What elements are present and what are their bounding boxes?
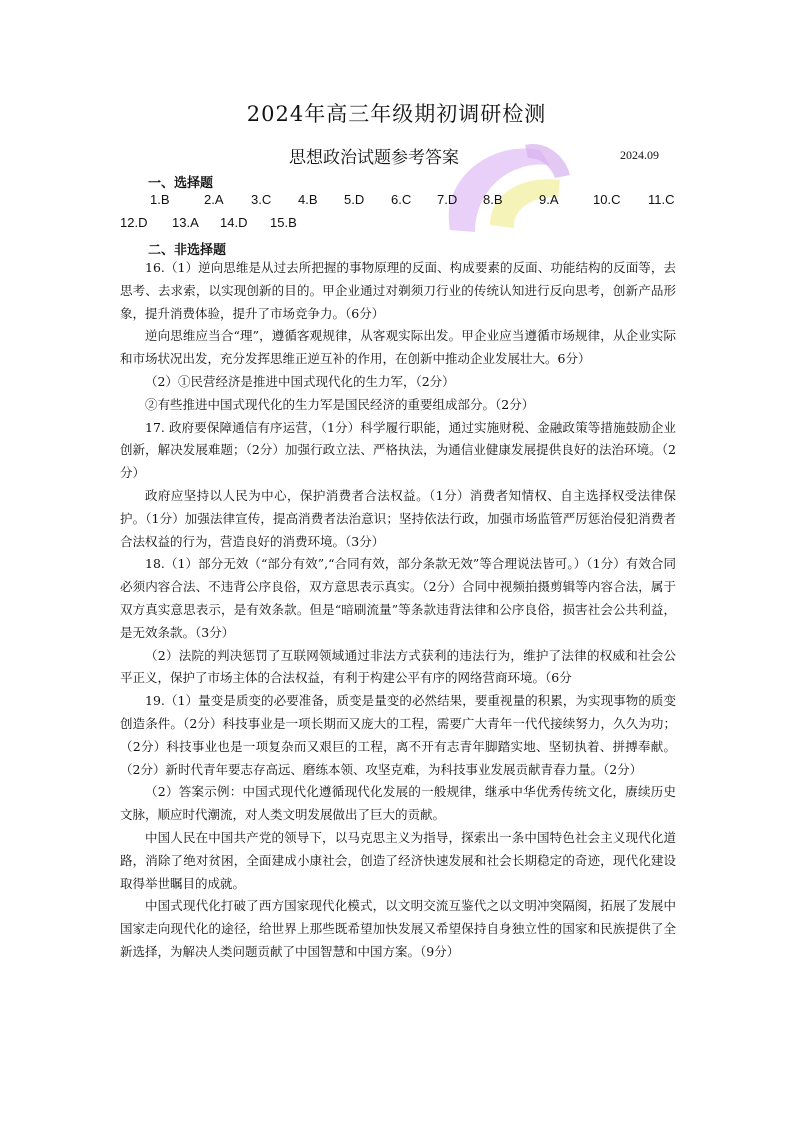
answer-row-1 [120, 192, 680, 212]
answer-item: 6.C [391, 192, 412, 207]
answer-item: 15.B [270, 215, 297, 230]
answer-item: 1.B [150, 192, 170, 207]
answer-paragraph: 中国人民在中国共产党的领导下，以马克思主义为指导，探索出一条中国特色社会主义现代化道路，消除了绝对贫困，全面建成小康社会，创造了经济快速发展和社会长期稳定的奇迹，现代化建设取得举世瞩目的成就。 [120, 829, 676, 891]
answer-item: 13.A [172, 215, 199, 230]
answer-paragraph: （2）①民营经济是推进中国式现代化的生力军，（2分） [145, 373, 455, 389]
answer-paragraph: 19.（1）量变是质变的必要准备，质变是量变的必然结果，要重视量的积累，为实现事物的质变创造条件。（2分）科技事业是一项长期而又庞大的工程，需要广大青年一代代接续努力，久久为功；（2分）科技事业也是一项复杂而又艰巨的工程，离不开有志青年脚踏实地、坚韧执着、拼搏奉献。（2分）新时代青年要志存高远、磨练本领、攻坚克难，为科技事业发展贡献青春力量。（2分） [120, 693, 676, 777]
section-heading-nonchoice: 二、非选择题 [148, 243, 227, 258]
page-subtitle: 思想政治试题参考答案 [289, 148, 459, 168]
answer-item: 11.C [648, 192, 675, 207]
section-heading-choice: 一、选择题 [148, 176, 214, 191]
answer-item: 2.A [204, 192, 224, 207]
answer-paragraph: ②有些推进中国式现代化的生力军是国民经济的重要组成部分。（2分） [145, 396, 535, 412]
answer-item: 10.C [593, 192, 621, 207]
answer-item: 4.B [298, 192, 318, 207]
answer-paragraph: 17. 政府要保障通信有序运营，（1分）科学履行职能，通过实施财税、金融政策等措施鼓励企业创新，解决发展难题；（2分）加强行政立法、严格执法，为通信业健康发展提供良好的法治环境。（2分） [120, 419, 676, 481]
answer-body [120, 257, 676, 964]
answer-item: 3.C [251, 192, 272, 207]
answer-row-2 [120, 215, 680, 235]
answer-paragraph: 18.（1）部分无效（“部分有效”,“合同有效，部分条款无效”等合理说法皆可。）（1分）有效合同必须内容合法、不违背公序良俗，双方意思表示真实。（2分）合同中视频拍摄剪辑等内容合法，属于双方真实意思表示，是有效条款。但是“暗刷流量”等条款违背法律和公序良俗，损害社会公共利益，是无效条款。（3分） [120, 556, 676, 640]
answer-paragraph: 逆向思维应当合“理”，遵循客观规律，从客观实际出发。甲企业应当遵循市场规律，从企业实际和市场状况出发，充分发挥思维正逆互补的作用，在创新中推动企业发展壮大。6分） [120, 328, 676, 367]
exam-date: 2024.09 [620, 148, 659, 162]
answer-paragraph: （2）法院的判决惩罚了互联网领域通过非法方式获利的违法行为，维护了法律的权威和社会公平正义，保护了市场主体的合法权益，有利于构建公平有序的网络营商环境。（6分 [120, 647, 676, 686]
answer-item: 9.A [539, 192, 559, 207]
page-title: 2024年高三年级期初调研检测 [246, 102, 547, 126]
answer-paragraph: 16.（1）逆向思维是从过去所把握的事物原理的反面、构成要素的反面、功能结构的反面等，去思考、去求索，以实现创新的目的。甲企业通过对剃须刀行业的传统认知进行反向思考，创新产品形象，提升消费体验，提升了市场竞争力。（6分） [120, 260, 676, 321]
answer-paragraph: 政府应坚持以人民为中心，保护消费者合法权益。（1分）消费者知情权、自主选择权受法律保护。（1分）加强法律宣传，提高消费者法治意识；坚持依法行政，加强市场监管严厉惩治侵犯消费者合法权益的行为，营造良好的消费环境。（3分） [120, 487, 676, 549]
answer-item: 5.D [344, 192, 365, 207]
answer-item: 14.D [220, 215, 248, 230]
answer-paragraph: （2）答案示例：中国式现代化遵循现代化发展的一般规律，继承中华优秀传统文化，赓续历史文脉，顺应时代潮流，对人类文明发展做出了巨大的贡献。 [120, 784, 676, 823]
answer-item: 8.B [483, 192, 503, 207]
answer-paragraph: 中国式现代化打破了西方国家现代化模式，以文明交流互鉴代之以文明冲突隔阂，拓展了发展中国家走向现代化的途径，给世界上那些既希望加快发展又希望保持自身独立性的国家和民族提供了全新选择，为解决人类问题贡献了中国智慧和中国方案。（9分） [120, 898, 676, 959]
answer-item: 12.D [120, 215, 148, 230]
answer-item: 7.D [437, 192, 458, 207]
